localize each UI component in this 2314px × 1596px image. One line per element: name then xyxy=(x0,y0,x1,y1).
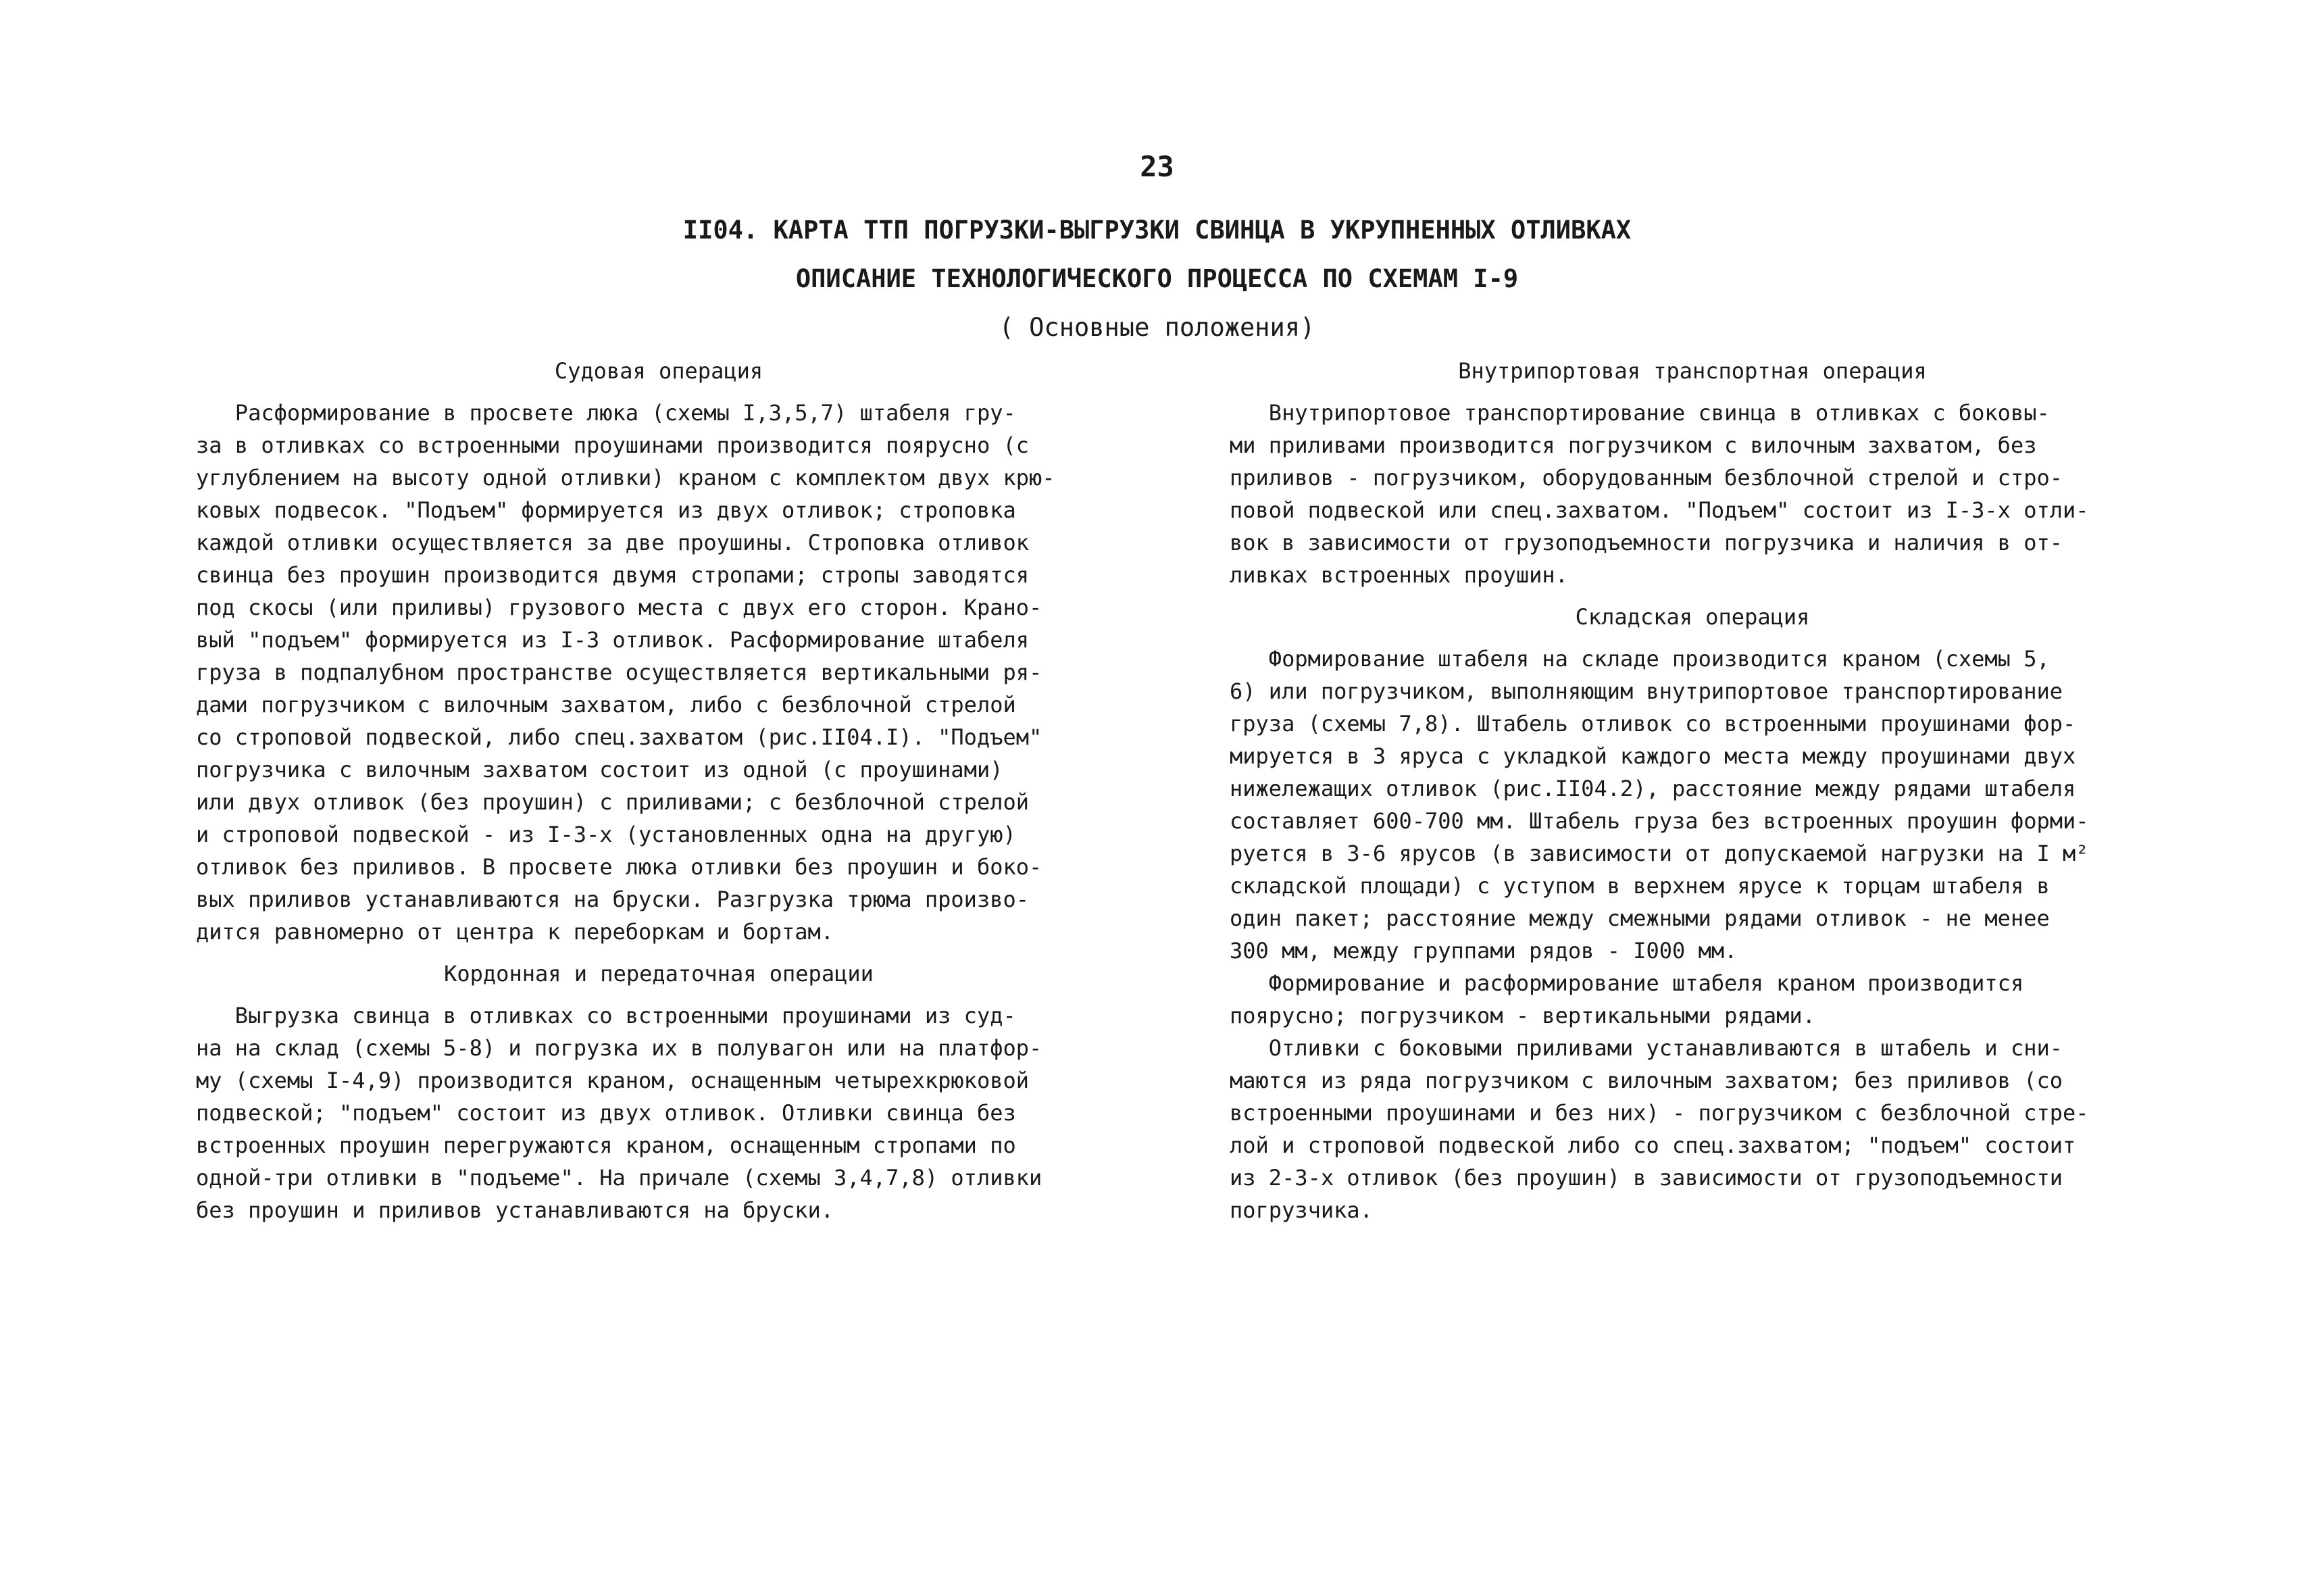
text-line: 6) или погрузчиком, выполняющим внутрипортовое транспортирование xyxy=(1230,678,2063,704)
text-line: маются из ряда погрузчиком с вилочным захватом; без приливов (со xyxy=(1230,1068,2063,1093)
text-line: на на склад (схемы 5-8) и погрузка их в полувагон или на платфор- xyxy=(196,1035,1042,1061)
document-subtitle: ОПИСАНИЕ ТЕХНОЛОГИЧЕСКОГО ПРОЦЕССА ПО СХЕМАМ I-9 xyxy=(795,264,1519,293)
text-line: ковых подвесок. "Подъем" формируется из двух отливок; строповка xyxy=(196,497,1016,523)
text-line: Расформирование в просвете люка (схемы I,3,5,7) штабеля гру- xyxy=(196,400,1016,426)
text-line: за в отливках со встроенными проушинами производится поярусно (с xyxy=(196,432,1029,458)
text-line: составляет 600-700 мм. Штабель груза без встроенных проушин форми- xyxy=(1230,808,2089,834)
text-line: под скосы (или приливы) грузового места с двух его сторон. Крано- xyxy=(196,595,1042,620)
document-title: II04. КАРТА ТТП ПОГРУЗКИ-ВЫГРУЗКИ СВИНЦА В УКРУПНЕННЫХ ОТЛИВКАХ xyxy=(682,216,1632,245)
text-line: вок в зависимости от грузоподъемности погрузчика и наличия в от- xyxy=(1230,530,2063,555)
text-line: подвеской; "подъем" состоит из двух отливок. Отливки свинца без xyxy=(196,1100,1016,1126)
section-heading-warehouse-operation: Складская операция xyxy=(1575,604,1810,630)
title-block xyxy=(0,206,2314,352)
text-line: му (схемы I-4,9) производится краном, оснащенным четырехкрюковой xyxy=(196,1068,1029,1093)
text-line: складской площади) с уступом в верхнем ярусе к торцам штабеля в xyxy=(1230,873,2050,899)
right-column xyxy=(1230,355,2155,1226)
text-line: Формирование штабеля на складе производится краном (схемы 5, xyxy=(1230,646,2050,672)
section-body-ship-operation xyxy=(196,397,1122,948)
section-body-warehouse-operation xyxy=(1230,643,2155,1226)
text-line: одной-три отливки в "подъеме". На причале (схемы 3,4,7,8) отливки xyxy=(196,1165,1042,1191)
section-heading-ship-operation: Судовая операция xyxy=(554,358,763,384)
text-line: и строповой подвеской - из I-3-х (установленных одна на другую) xyxy=(196,822,1016,847)
text-line: Выгрузка свинца в отливках со встроенными проушинами из суд- xyxy=(196,1003,1016,1028)
text-line: один пакет; расстояние между смежными рядами отливок - не менее xyxy=(1230,905,2050,931)
section-heading-cordon-operation: Кордонная и передаточная операции xyxy=(444,961,874,987)
text-line: ливках встроенных проушин. xyxy=(1230,562,1568,588)
text-line: повой подвеской или спец.захватом. "Подъем" состоит из I-3-х отли- xyxy=(1230,497,2089,523)
text-line: приливов - погрузчиком, оборудованным безблочной стрелой и стро- xyxy=(1230,465,2063,491)
section-heading-transport-operation: Внутрипортовая транспортная операция xyxy=(1458,358,1927,384)
section-body-cordon-operation xyxy=(196,999,1122,1226)
text-line: без проушин и приливов устанавливаются на бруски. xyxy=(196,1197,834,1223)
text-line: вый "подъем" формируется из I-3 отливок. Расформирование штабеля xyxy=(196,627,1029,653)
text-line: груза в подпалубном пространстве осуществляется вертикальными ря- xyxy=(196,659,1042,685)
text-line: отливок без приливов. В просвете люка отливки без проушин и боко- xyxy=(196,854,1042,880)
text-line: 300 мм, между группами рядов - I000 мм. xyxy=(1230,938,1738,964)
text-line: каждой отливки осуществляется за две проушины. Строповка отливок xyxy=(196,530,1029,555)
text-line: ми приливами производится погрузчиком с вилочным захватом, без xyxy=(1230,432,2037,458)
text-line: груза (схемы 7,8). Штабель отливок со встроенными проушинами фор- xyxy=(1230,711,2076,737)
text-line: лой и строповой подвеской либо со спец.захватом; "подъем" состоит xyxy=(1230,1132,2076,1158)
text-line: погрузчика. xyxy=(1230,1197,1373,1223)
text-line: встроенными проушинами и без них) - погрузчиком с безблочной стре- xyxy=(1230,1100,2089,1126)
text-line: встроенных проушин перегружаются краном, оснащенным стропами по xyxy=(196,1132,1016,1158)
text-line: свинца без проушин производится двумя стропами; стропы заводятся xyxy=(196,562,1029,588)
text-line: дами погрузчиком с вилочным захватом, либо с безблочной стрелой xyxy=(196,692,1016,718)
text-line: нижележащих отливок (рис.II04.2), расстояние между рядами штабеля xyxy=(1230,776,2076,801)
text-line: погрузчика с вилочным захватом состоит из одной (с проушинами) xyxy=(196,757,1003,782)
text-line: углублением на высоту одной отливки) краном с комплектом двух крю- xyxy=(196,465,1055,491)
text-line: Внутрипортовое транспортирование свинца в отливках с боковы- xyxy=(1230,400,2050,426)
text-line: вых приливов устанавливаются на бруски. Разгрузка трюма произво- xyxy=(196,887,1029,912)
text-line: Формирование и расформирование штабеля краном производится xyxy=(1230,970,2024,996)
text-line: дится равномерно от центра к переборкам и бортам. xyxy=(196,919,834,945)
text-line: со строповой подвеской, либо спец.захватом (рис.II04.I). "Подъем" xyxy=(196,724,1042,750)
text-line: или двух отливок (без проушин) с приливами; с безблочной стрелой xyxy=(196,789,1029,815)
document-note: ( Основные положения) xyxy=(999,313,1315,342)
text-line: руется в 3-6 ярусов (в зависимости от допускаемой нагрузки на I м² xyxy=(1230,841,2089,866)
text-line: из 2-3-х отливок (без проушин) в зависимости от грузоподъемности xyxy=(1230,1165,2063,1191)
text-line: поярусно; погрузчиком - вертикальными рядами. xyxy=(1230,1003,1815,1028)
left-column xyxy=(196,355,1122,1226)
page-number: 23 xyxy=(1140,150,1174,183)
text-line: Отливки с боковыми приливами устанавливаются в штабель и сни- xyxy=(1230,1035,2063,1061)
text-line: мируется в 3 яруса с укладкой каждого места между проушинами двух xyxy=(1230,743,2076,769)
section-body-transport-operation xyxy=(1230,397,2155,591)
